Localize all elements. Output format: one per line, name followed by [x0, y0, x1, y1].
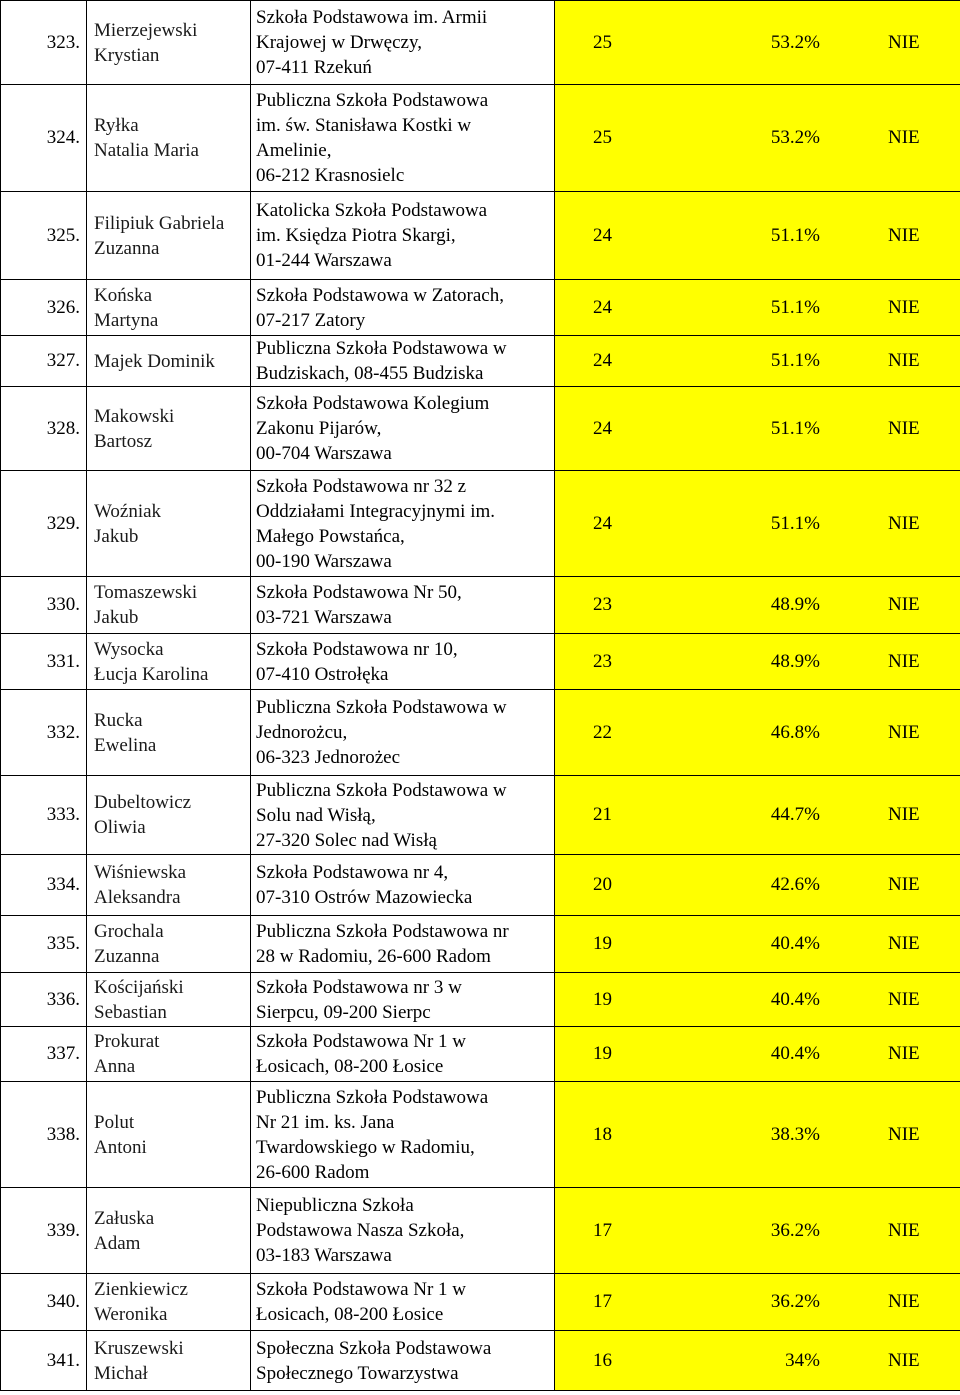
- table-row: [1, 776, 960, 855]
- table-row: [1, 916, 960, 973]
- student-name-cell: [87, 387, 251, 471]
- table-row: [1, 1331, 960, 1391]
- score-cell: [555, 1, 960, 85]
- score-wrapper: [555, 32, 960, 54]
- score-wrapper: [555, 513, 960, 535]
- school-line: Krajowej w Drwęczy,: [256, 32, 422, 53]
- score-cell: [555, 1188, 960, 1274]
- table-row: [1, 973, 960, 1027]
- score-wrapper: [555, 933, 960, 955]
- school-line: 28 w Radomiu, 26-600 Radom: [256, 946, 491, 967]
- school-line: Niepubliczna Szkoła: [256, 1195, 414, 1216]
- qualified-status: NIE: [888, 594, 920, 615]
- school-line: 07-410 Ostrołęka: [256, 663, 389, 685]
- school-line: Szkoła Podstawowa nr 32 z: [256, 475, 467, 497]
- student-name-line: Mierzejewski: [94, 19, 198, 41]
- score-wrapper: [555, 297, 960, 319]
- school-line: 00-190 Warszawa: [256, 550, 392, 572]
- school-cell: [251, 776, 555, 855]
- percent-value: 51.1%: [770, 296, 820, 318]
- student-name-line: Tomaszewski: [94, 582, 198, 603]
- student-name-cell: [87, 280, 251, 336]
- score-cell: [555, 1082, 960, 1188]
- score-wrapper: [555, 722, 960, 744]
- row-number: 323.: [1, 1, 87, 85]
- score-wrapper: [555, 1291, 960, 1313]
- table-row: [1, 85, 960, 192]
- row-number: 335.: [1, 916, 87, 973]
- student-name-line: Jakub: [94, 525, 139, 547]
- school-line: Szkoła Podstawowa w Zatorach,: [256, 284, 504, 306]
- school-line: 03-183 Warszawa: [256, 1245, 392, 1266]
- row-number: 339.: [1, 1188, 87, 1274]
- score-cell: [555, 690, 960, 776]
- school-line: im. św. Stanisława Kostki w: [256, 115, 472, 136]
- school-cell: [251, 471, 555, 577]
- school-line: im. Księdza Piotra Skargi,: [256, 225, 456, 246]
- student-name-cell: [87, 577, 251, 634]
- school-cell: [251, 1188, 555, 1274]
- student-name-cell: [87, 471, 251, 577]
- student-name-cell: [87, 1274, 251, 1331]
- percent-value: 40.4%: [770, 933, 820, 954]
- score-wrapper: [555, 1350, 960, 1372]
- table-row: [1, 1188, 960, 1274]
- qualified-status: NIE: [888, 224, 920, 246]
- school-line: Amelinie,: [256, 140, 332, 161]
- student-name-line: Filipiuk Gabriela: [94, 212, 225, 234]
- school-cell: [251, 973, 555, 1027]
- row-number: 332.: [1, 690, 87, 776]
- table-row: [1, 690, 960, 776]
- student-name-line: Adam: [94, 1232, 141, 1254]
- school-line: Społeczna Szkoła Podstawowa: [256, 1337, 492, 1359]
- table-row: [1, 336, 960, 387]
- school-cell: [251, 855, 555, 916]
- points-value: 24: [593, 224, 612, 246]
- percent-value: 53.2%: [770, 127, 820, 148]
- school-line: Łosicach, 08-200 Łosice: [256, 1056, 444, 1077]
- qualified-status: NIE: [888, 874, 920, 895]
- row-number: 336.: [1, 973, 87, 1027]
- qualified-status: NIE: [888, 1349, 920, 1371]
- school-line: Zakonu Pijarów,: [256, 418, 382, 439]
- percent-value: 53.2%: [770, 31, 820, 53]
- school-line: Szkoła Podstawowa im. Armii: [256, 7, 488, 28]
- row-number: 329.: [1, 471, 87, 577]
- points-value: 17: [593, 1219, 612, 1241]
- percent-value: 51.1%: [770, 417, 820, 439]
- qualified-status: NIE: [888, 1043, 920, 1064]
- table-row: [1, 387, 960, 471]
- percent-value: 40.4%: [770, 988, 820, 1010]
- student-name-line: Antoni: [94, 1136, 147, 1158]
- points-value: 17: [593, 1291, 612, 1312]
- school-line: 26-600 Radom: [256, 1161, 370, 1183]
- row-number: 327.: [1, 336, 87, 387]
- student-name-line: Wiśniewska: [94, 862, 187, 883]
- points-value: 25: [593, 31, 612, 53]
- school-line: Szkoła Podstawowa Nr 1 w: [256, 1031, 467, 1052]
- school-line: Społecznego Towarzystwa: [256, 1362, 459, 1384]
- school-line: 03-721 Warszawa: [256, 607, 392, 628]
- school-cell: [251, 85, 555, 192]
- score-cell: [555, 634, 960, 690]
- school-line: Podstawowa Nasza Szkoła,: [256, 1220, 465, 1241]
- student-name-cell: [87, 192, 251, 280]
- student-name-line: Końska: [94, 284, 153, 306]
- school-line: 06-323 Jednorożec: [256, 747, 401, 768]
- school-line: 01-244 Warszawa: [256, 250, 392, 271]
- percent-value: 48.9%: [770, 594, 820, 615]
- student-name-line: Martyna: [94, 309, 159, 331]
- points-value: 24: [593, 350, 612, 371]
- school-line: Szkoła Podstawowa Nr 50,: [256, 582, 462, 603]
- school-cell: [251, 634, 555, 690]
- student-name-line: Zienkiewicz: [94, 1279, 188, 1300]
- school-cell: [251, 192, 555, 280]
- school-line: Publiczna Szkoła Podstawowa: [256, 1086, 489, 1108]
- points-value: 19: [593, 988, 612, 1010]
- student-name-line: Bartosz: [94, 430, 153, 452]
- school-line: Publiczna Szkoła Podstawowa w: [256, 779, 507, 801]
- student-name-line: Anna: [94, 1056, 136, 1077]
- qualified-status: NIE: [888, 350, 920, 371]
- school-cell: [251, 577, 555, 634]
- student-name-line: Krystian: [94, 44, 160, 66]
- score-cell: [555, 192, 960, 280]
- table-row: [1, 1027, 960, 1082]
- qualified-status: NIE: [888, 721, 920, 743]
- score-wrapper: [555, 804, 960, 826]
- school-cell: [251, 1274, 555, 1331]
- school-cell: [251, 387, 555, 471]
- points-value: 23: [593, 650, 612, 672]
- score-cell: [555, 387, 960, 471]
- school-cell: [251, 280, 555, 336]
- student-name-line: Woźniak: [94, 500, 162, 522]
- table-row: [1, 855, 960, 916]
- student-name-cell: [87, 855, 251, 916]
- points-value: 19: [593, 933, 612, 954]
- score-cell: [555, 1331, 960, 1391]
- row-number: 340.: [1, 1274, 87, 1331]
- row-number: 326.: [1, 280, 87, 336]
- score-wrapper: [555, 127, 960, 149]
- student-name-cell: [87, 973, 251, 1027]
- school-cell: [251, 916, 555, 973]
- score-cell: [555, 973, 960, 1027]
- student-name-line: Łucja Karolina: [94, 663, 209, 685]
- student-name-cell: [87, 776, 251, 855]
- table-row: [1, 634, 960, 690]
- school-line: Szkoła Podstawowa nr 4,: [256, 862, 449, 883]
- student-name-cell: [87, 1082, 251, 1188]
- results-table-body: [1, 1, 960, 1391]
- qualified-status: NIE: [888, 1291, 920, 1312]
- score-wrapper: [555, 989, 960, 1011]
- student-name-cell: [87, 1188, 251, 1274]
- student-name-line: Zuzanna: [94, 946, 160, 967]
- student-name-cell: [87, 1331, 251, 1391]
- student-name-cell: [87, 1027, 251, 1082]
- school-cell: [251, 1, 555, 85]
- qualified-status: NIE: [888, 988, 920, 1010]
- score-wrapper: [555, 1043, 960, 1065]
- table-row: [1, 577, 960, 634]
- school-line: 07-217 Zatory: [256, 309, 366, 331]
- score-wrapper: [555, 651, 960, 673]
- row-number: 324.: [1, 85, 87, 192]
- percent-value: 34%: [785, 1349, 820, 1371]
- school-line: Szkoła Podstawowa Nr 1 w: [256, 1279, 467, 1300]
- percent-value: 48.9%: [770, 650, 820, 672]
- score-wrapper: [555, 418, 960, 440]
- points-value: 24: [593, 417, 612, 439]
- school-line: Katolicka Szkoła Podstawowa: [256, 200, 488, 221]
- row-number: 325.: [1, 192, 87, 280]
- student-name-line: Oliwia: [94, 817, 146, 838]
- points-value: 18: [593, 1123, 612, 1145]
- percent-value: 51.1%: [770, 350, 820, 371]
- score-wrapper: [555, 225, 960, 247]
- student-name-line: Dubeltowicz: [94, 792, 192, 813]
- school-line: 07-411 Rzekuń: [256, 57, 372, 78]
- school-line: Jednorożcu,: [256, 722, 348, 743]
- student-name-line: Majek Dominik: [94, 350, 215, 372]
- qualified-status: NIE: [888, 512, 920, 534]
- qualified-status: NIE: [888, 933, 920, 954]
- student-name-line: Kościjański: [94, 976, 184, 998]
- qualified-status: NIE: [888, 650, 920, 672]
- table-row: [1, 192, 960, 280]
- student-name-line: Ewelina: [94, 734, 157, 756]
- row-number: 338.: [1, 1082, 87, 1188]
- score-cell: [555, 280, 960, 336]
- student-name-line: Michał: [94, 1362, 148, 1384]
- school-line: 07-310 Ostrów Mazowiecka: [256, 887, 473, 908]
- student-name-line: Natalia Maria: [94, 140, 199, 161]
- score-cell: [555, 336, 960, 387]
- student-name-cell: [87, 916, 251, 973]
- school-cell: [251, 690, 555, 776]
- school-line: Twardowskiego w Radomiu,: [256, 1136, 475, 1158]
- school-line: Sierpcu, 09-200 Sierpc: [256, 1001, 431, 1023]
- points-value: 25: [593, 127, 612, 148]
- table-row: [1, 1, 960, 85]
- percent-value: 36.2%: [770, 1219, 820, 1241]
- score-wrapper: [555, 350, 960, 372]
- student-name-line: Zuzanna: [94, 237, 160, 259]
- score-wrapper: [555, 594, 960, 616]
- school-line: Publiczna Szkoła Podstawowa w: [256, 338, 507, 359]
- qualified-status: NIE: [888, 127, 920, 148]
- qualified-status: NIE: [888, 1123, 920, 1145]
- table-row: [1, 280, 960, 336]
- score-cell: [555, 577, 960, 634]
- row-number: 330.: [1, 577, 87, 634]
- points-value: 24: [593, 512, 612, 534]
- school-line: 27-320 Solec nad Wisłą: [256, 829, 437, 851]
- points-value: 19: [593, 1043, 612, 1064]
- school-cell: [251, 1027, 555, 1082]
- school-line: Szkoła Podstawowa nr 3 w: [256, 976, 462, 998]
- school-cell: [251, 1082, 555, 1188]
- percent-value: 38.3%: [770, 1123, 820, 1145]
- student-name-line: Aleksandra: [94, 887, 181, 908]
- student-name-cell: [87, 690, 251, 776]
- points-value: 22: [593, 721, 612, 743]
- score-wrapper: [555, 1124, 960, 1146]
- school-line: Publiczna Szkoła Podstawowa nr: [256, 921, 509, 942]
- school-line: Publiczna Szkoła Podstawowa w: [256, 697, 507, 718]
- score-cell: [555, 916, 960, 973]
- school-line: Solu nad Wisłą,: [256, 804, 376, 826]
- student-name-line: Rucka: [94, 709, 143, 731]
- row-number: 331.: [1, 634, 87, 690]
- row-number: 333.: [1, 776, 87, 855]
- score-cell: [555, 776, 960, 855]
- student-name-line: Sebastian: [94, 1001, 167, 1023]
- percent-value: 51.1%: [770, 224, 820, 246]
- percent-value: 42.6%: [770, 874, 820, 895]
- percent-value: 40.4%: [770, 1043, 820, 1064]
- school-line: 00-704 Warszawa: [256, 443, 392, 464]
- points-value: 20: [593, 874, 612, 895]
- row-number: 334.: [1, 855, 87, 916]
- school-line: Budziskach, 08-455 Budziska: [256, 363, 484, 384]
- points-value: 23: [593, 594, 612, 615]
- percent-value: 44.7%: [770, 804, 820, 825]
- student-name-line: Weronika: [94, 1304, 168, 1325]
- student-name-line: Załuska: [94, 1207, 155, 1229]
- points-value: 21: [593, 804, 612, 825]
- qualified-status: NIE: [888, 804, 920, 825]
- student-name-cell: [87, 336, 251, 387]
- student-name-line: Ryłka: [94, 115, 139, 136]
- score-cell: [555, 855, 960, 916]
- student-name-line: Jakub: [94, 607, 139, 628]
- score-cell: [555, 85, 960, 192]
- score-cell: [555, 471, 960, 577]
- student-name-cell: [87, 85, 251, 192]
- points-value: 16: [593, 1349, 612, 1371]
- school-line: Łosicach, 08-200 Łosice: [256, 1304, 444, 1325]
- student-name-cell: [87, 1, 251, 85]
- school-line: Szkoła Podstawowa nr 10,: [256, 638, 458, 660]
- points-value: 24: [593, 296, 612, 318]
- student-name-line: Polut: [94, 1111, 135, 1133]
- percent-value: 46.8%: [770, 721, 820, 743]
- score-cell: [555, 1027, 960, 1082]
- qualified-status: NIE: [888, 1219, 920, 1241]
- school-line: 06-212 Krasnosielc: [256, 165, 405, 186]
- row-number: 341.: [1, 1331, 87, 1391]
- student-name-line: Kruszewski: [94, 1337, 184, 1359]
- table-row: [1, 1274, 960, 1331]
- score-wrapper: [555, 1220, 960, 1242]
- qualified-status: NIE: [888, 296, 920, 318]
- student-name-line: Prokurat: [94, 1031, 160, 1052]
- student-name-line: Grochala: [94, 921, 164, 942]
- school-line: Nr 21 im. ks. Jana: [256, 1111, 395, 1133]
- qualified-status: NIE: [888, 31, 920, 53]
- school-cell: [251, 1331, 555, 1391]
- qualified-status: NIE: [888, 417, 920, 439]
- table-row: [1, 1082, 960, 1188]
- score-wrapper: [555, 874, 960, 896]
- school-line: Małego Powstańca,: [256, 525, 405, 547]
- table-row: [1, 471, 960, 577]
- student-name-line: Makowski: [94, 405, 175, 427]
- school-line: Szkoła Podstawowa Kolegium: [256, 393, 490, 414]
- row-number: 337.: [1, 1027, 87, 1082]
- school-line: Publiczna Szkoła Podstawowa: [256, 90, 489, 111]
- student-name-line: Wysocka: [94, 638, 164, 660]
- school-cell: [251, 336, 555, 387]
- student-name-cell: [87, 634, 251, 690]
- score-cell: [555, 1274, 960, 1331]
- school-line: Oddziałami Integracyjnymi im.: [256, 500, 496, 522]
- percent-value: 51.1%: [770, 512, 820, 534]
- row-number: 328.: [1, 387, 87, 471]
- percent-value: 36.2%: [770, 1291, 820, 1312]
